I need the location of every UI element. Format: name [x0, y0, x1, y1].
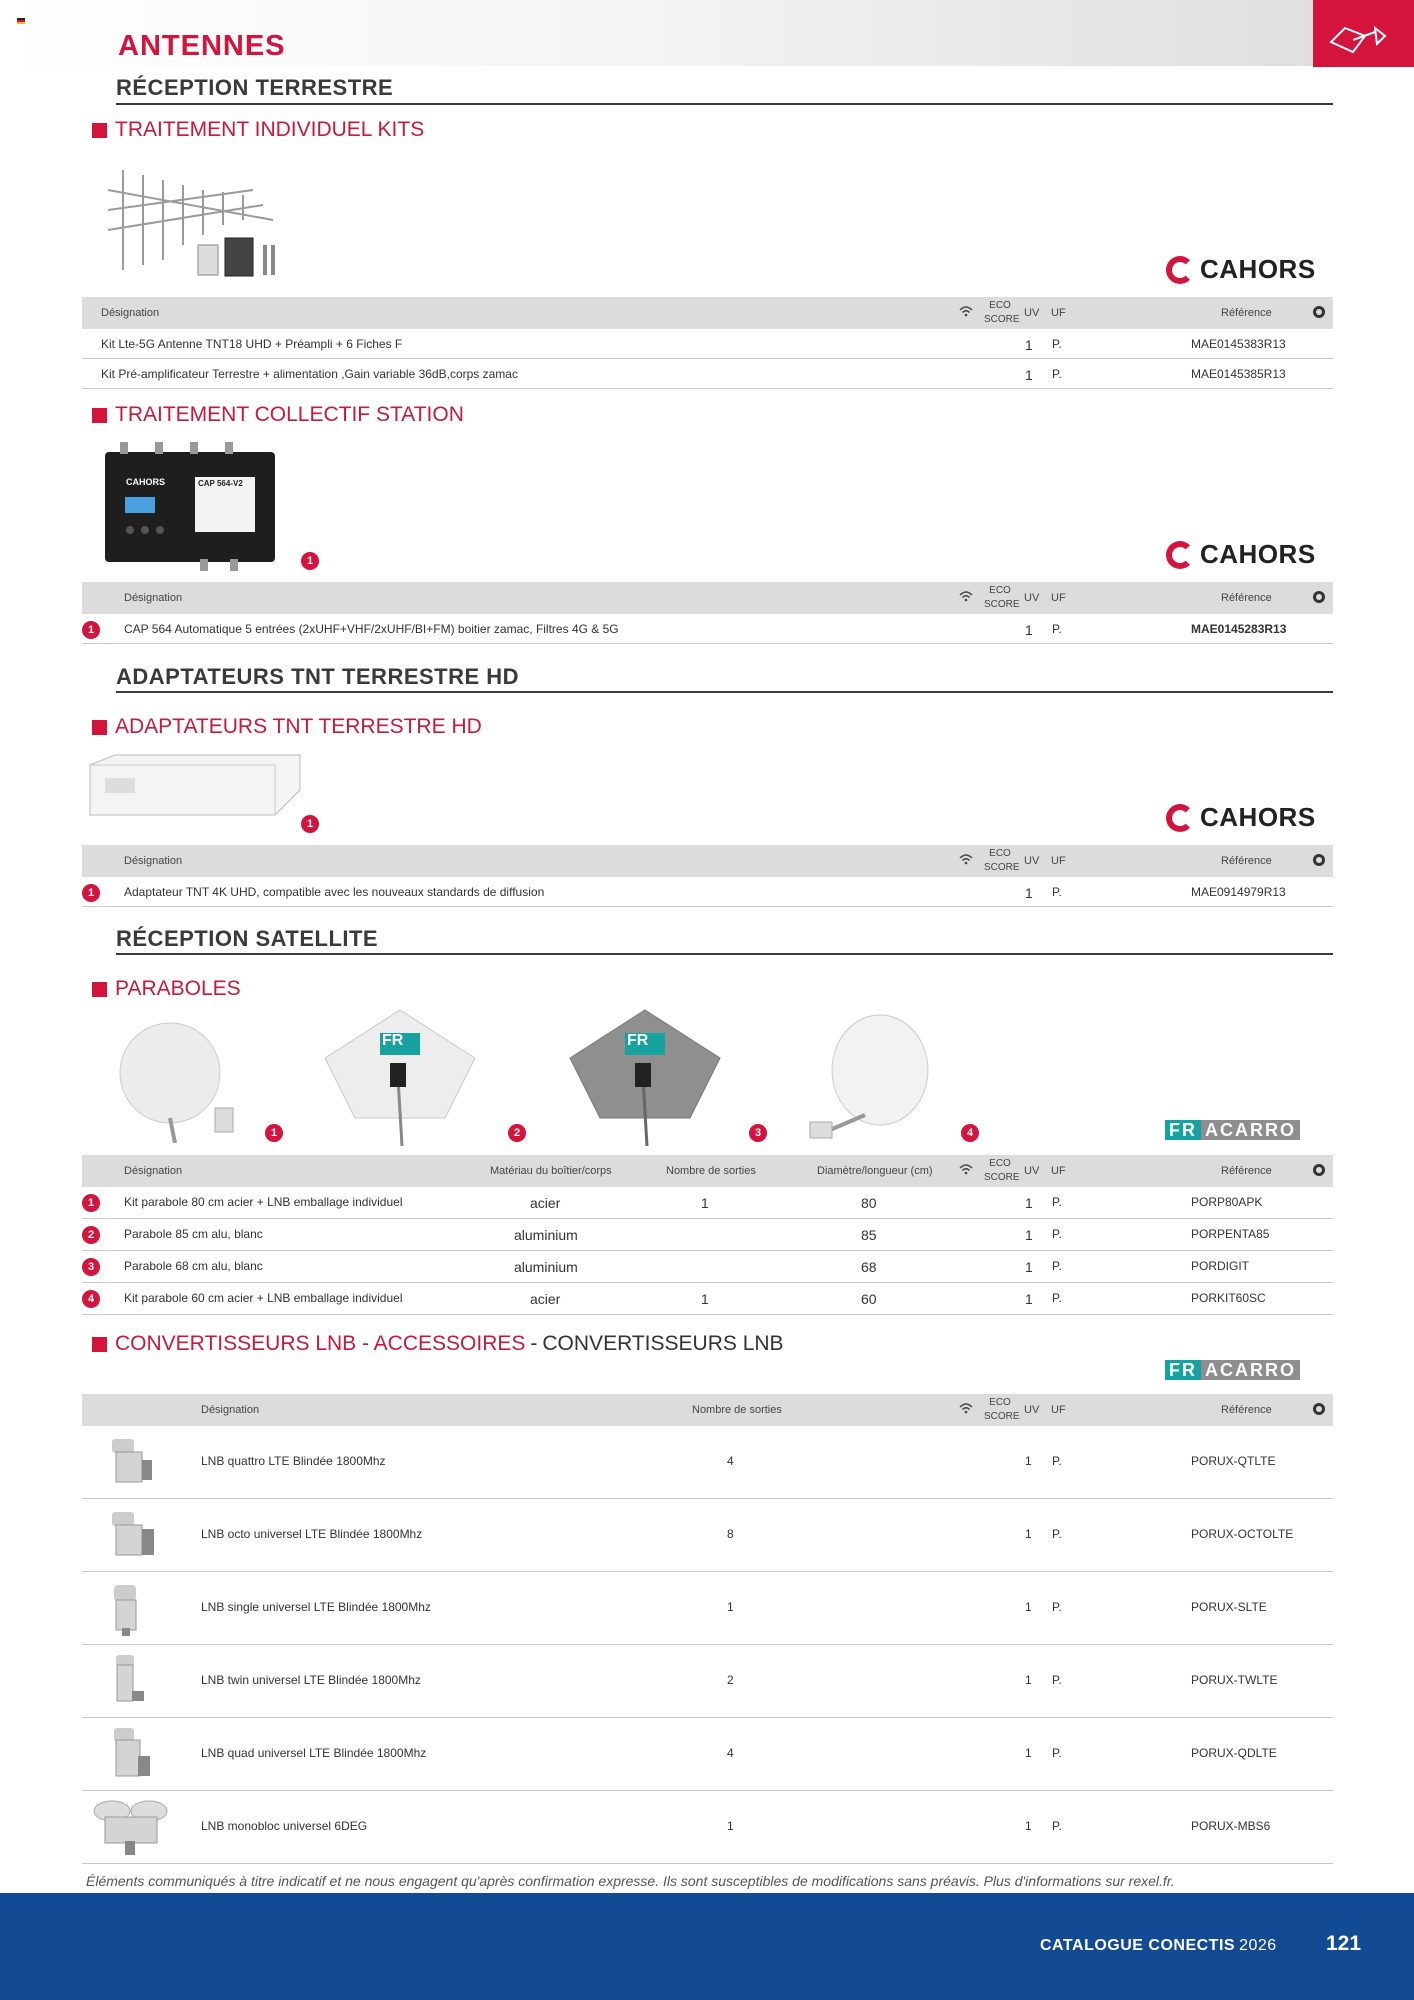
table-header-paraboles: Désignation Matériau du boîtier/corps Nombre de sorties Diamètre/longueur (cm) ECO SCORE UV UF Référence [82, 1155, 1333, 1187]
section-divider [116, 691, 1333, 693]
footer-catalogue: CATALOGUE CONECTIS 2026 [1040, 1937, 1277, 1954]
table-row: Kit Lte-5G Antenne TNT18 UHD + Préampli + 6 Fiches F 1 P. MAE0145383R13 [82, 329, 1333, 359]
subsection-title-lnb: CONVERTISSEURS LNB - ACCESSOIRES - CONVERTISSEURS LNB [92, 1332, 784, 1356]
dish-image-2 [320, 1008, 480, 1148]
table-row: LNB quattro LTE Blindée 1800Mhz 4 1 P. PORUX-QTLTE [82, 1426, 1333, 1499]
badge-number: 1 [301, 552, 319, 570]
device-brand-label: CAHORS [126, 477, 166, 487]
page-title: ANTENNES [118, 30, 286, 62]
brand-logo-cahors: CAHORS [1166, 802, 1316, 833]
cahors-logo-icon [1166, 256, 1194, 284]
bullet-square [92, 1337, 107, 1352]
brand-logo-cahors: CAHORS [1166, 539, 1316, 570]
table-row: Kit parabole 80 cm acier + LNB emballage individuel acier 1 80 1 P. PORP80APK [82, 1187, 1333, 1219]
device-model-label: CAP 564-V2 [198, 479, 243, 488]
table-row: Kit parabole 60 cm acier + LNB emballage individuel acier 1 60 1 P. PORKIT60SC [82, 1283, 1333, 1315]
wifi-icon [959, 305, 973, 320]
subsection-title-kits: TRAITEMENT INDIVIDUEL KITS [92, 118, 424, 142]
wifi-icon [959, 590, 973, 605]
lnb-image [102, 1507, 162, 1565]
table-row: LNB octo universel LTE Blindée 1800Mhz 8 1 P. PORUX-OCTOLTE [82, 1499, 1333, 1572]
antenna-kit-image [103, 150, 283, 282]
section-title-satellite: RÉCEPTION SATELLITE [116, 926, 379, 951]
table-row: LNB quad universel LTE Blindée 1800Mhz 4 1 P. PORUX-QDLTE [82, 1718, 1333, 1791]
table-header-kits: Désignation ECO SCORE UV UF Référence [82, 297, 1333, 329]
wifi-icon [959, 853, 973, 868]
badge-number: 1 [265, 1124, 283, 1142]
brand-logo-fracarro: FR ACARRO [1165, 1120, 1300, 1140]
wifi-icon [959, 1402, 973, 1417]
lnb-image [102, 1580, 162, 1638]
brand-logo-cahors: CAHORS [1166, 254, 1316, 285]
bullet-square [92, 408, 107, 423]
subsection-title-collectif: TRAITEMENT COLLECTIF STATION [92, 403, 464, 427]
section-title-terrestre: RÉCEPTION TERRESTRE [116, 75, 394, 100]
cahors-logo-icon [1166, 541, 1194, 569]
recycle-icon [1312, 853, 1326, 870]
table-row: LNB monobloc universel 6DEG 1 1 P. PORUX-MBS6 [82, 1791, 1333, 1864]
bullet-square [92, 123, 107, 138]
subsection-title-paraboles: PARABOLES [92, 977, 241, 1001]
table-row: Parabole 85 cm alu, blanc aluminium 85 1 P. PORPENTA85 [82, 1219, 1333, 1251]
badge-number: 4 [961, 1124, 979, 1142]
recycle-icon [1312, 305, 1326, 322]
table-row: Adaptateur TNT 4K UHD, compatible avec les nouveaux standards de diffusion 1 P. MAE0914979R13 [82, 877, 1333, 907]
table-header-collectif: Désignation ECO SCORE UV UF Référence [82, 582, 1333, 614]
tnt-adapter-image [85, 750, 305, 820]
disclaimer-text: Éléments communiqués à titre indicatif et ne nous engagent qu'après confirmation expresse. Ils sont susceptibles de modifications sans préavis. Plus d'informations sur rexel.fr. [86, 1873, 1175, 1889]
badge-number: 2 [82, 1226, 100, 1244]
table-row: Parabole 68 cm alu, blanc aluminium 68 1 P. PORDIGIT [82, 1251, 1333, 1283]
table-row: LNB single universel LTE Blindée 1800Mhz 1 1 P. PORUX-SLTE [82, 1572, 1333, 1645]
dish-image-3 [565, 1008, 725, 1148]
lnb-image [102, 1726, 162, 1784]
recycle-icon [1312, 1163, 1326, 1180]
table-row: CAP 564 Automatique 5 entrées (2xUHF+VHF/2xUHF/BI+FM) boitier zamac, Filtres 4G & 5G 1 P. MAE0145283R13 [82, 614, 1333, 644]
dish-logo-text: FR [382, 1032, 404, 1049]
section-title-adaptateurs: ADAPTATEURS TNT TERRESTRE HD [116, 664, 520, 689]
badge-number: 2 [508, 1124, 526, 1142]
bullet-square [92, 720, 107, 735]
table-header-lnb: Désignation Nombre de sorties ECO SCORE UV UF Référence [82, 1394, 1333, 1426]
subsection-title-adaptateurs: ADAPTATEURS TNT TERRESTRE HD [92, 715, 482, 739]
section-divider [116, 103, 1333, 105]
badge-number: 1 [82, 621, 100, 639]
badge-number: 1 [82, 884, 100, 902]
bullet-square [92, 982, 107, 997]
wifi-icon [959, 1163, 973, 1178]
lnb-image [102, 1434, 162, 1492]
dish-image-4 [805, 1010, 935, 1145]
badge-number: 4 [82, 1290, 100, 1308]
dish-image-1 [115, 1018, 235, 1143]
lnb-image [102, 1653, 162, 1711]
badge-number: 1 [82, 1194, 100, 1212]
amplifier-image [100, 437, 280, 574]
lnb-image [87, 1795, 177, 1859]
category-tab [1313, 0, 1414, 67]
badge-number: 1 [301, 815, 319, 833]
badge-number: 3 [82, 1258, 100, 1276]
flag-icon [17, 18, 25, 24]
dish-logo-text: FR [627, 1032, 649, 1049]
table-row: LNB twin universel LTE Blindée 1800Mhz 2 1 P. PORUX-TWLTE [82, 1645, 1333, 1718]
table-row: Kit Pré-amplificateur Terrestre + alimentation ,Gain variable 36dB,corps zamac 1 P. MAE0145385R13 [82, 359, 1333, 389]
recycle-icon [1312, 590, 1326, 607]
section-divider [116, 953, 1333, 955]
recycle-icon [1312, 1402, 1326, 1419]
cahors-logo-icon [1166, 804, 1194, 832]
brand-logo-fracarro: FR ACARRO [1165, 1360, 1300, 1380]
badge-number: 3 [749, 1124, 767, 1142]
table-header-adaptateurs: Désignation ECO SCORE UV UF Référence [82, 845, 1333, 877]
page-number: 121 [1326, 1932, 1362, 1955]
satellite-dish-icon [1313, 0, 1414, 67]
